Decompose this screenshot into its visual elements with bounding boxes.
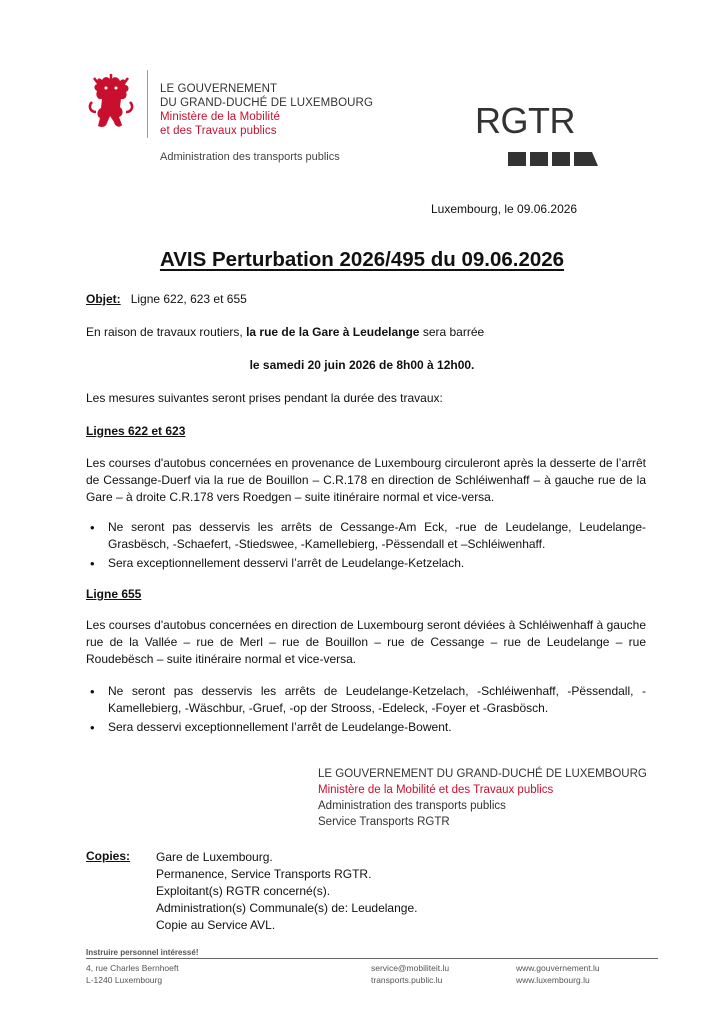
section-heading-622-623 xyxy=(86,423,646,440)
section1-heading-text: Lignes 622 et 623 xyxy=(86,424,186,438)
measures-intro: Les mesures suivantes seront prises pendant la durée des travaux: xyxy=(86,391,443,405)
footer-address-line-1: 4, rue Charles Bernhoeft xyxy=(86,963,179,973)
list-item: • Sera desservi exceptionnellement l’arrêt de Leudelange-Bowent. xyxy=(86,719,646,736)
objet-line xyxy=(86,291,646,308)
objet-text: Ligne 622, 623 et 655 xyxy=(130,292,247,306)
section2-bullets xyxy=(86,683,646,738)
list-item: Exploitant(s) RGTR concerné(s). xyxy=(156,884,331,898)
list-item: • Ne seront pas desservis les arrêts de Cessange-Am Eck, -rue de Leudelange, Leudelange-Grasbësch, -Schaefert, -Stiedswee, -Kamellebierg, -Pëssendall et –Schléiwenhaff. xyxy=(86,519,646,553)
intro-paragraph xyxy=(86,324,646,341)
red-lion-icon xyxy=(88,72,134,134)
signature-line-4: Service Transports RGTR xyxy=(318,816,450,828)
closure-date: le samedi 20 juin 2026 de 8h00 à 12h00. xyxy=(249,358,475,372)
footer-site-link-1[interactable]: www.gouvernement.lu xyxy=(516,963,600,973)
intro-after: sera barrée xyxy=(419,325,485,339)
ministry-line-2: et des Travaux publics xyxy=(160,125,277,137)
intro-bold: la rue de la Gare à Leudelange xyxy=(246,325,420,339)
signature-block xyxy=(318,766,647,830)
section1-bullets xyxy=(86,519,646,574)
list-item: Permanence, Service Transports RGTR. xyxy=(156,867,372,881)
footer-site-link-2[interactable]: www.luxembourg.lu xyxy=(516,975,590,985)
footer-divider xyxy=(86,958,658,959)
rgtr-bars-icon xyxy=(508,148,598,170)
section2-paragraph: Les courses d'autobus concernées en direction de Luxembourg seront déviées à Schléiwenhaff à gauche rue de la Vallée – rue de Merl – rue de Bouillon – rue de Cessange – rue de Leudelange – rue Roudebësch – suite itinéraire normal et vice-versa. xyxy=(86,618,646,666)
administration-line: Administration des transports publics xyxy=(160,151,340,163)
list-item: • Ne seront pas desservis les arrêts de Leudelange-Ketzelach, -Schléiwenhaff, -Pëssendall, -Kamellebierg, -Wäschbur, -Gruef, -op der Strooss, -Edeleck, -Foyer et -Grasbösch. xyxy=(86,683,646,717)
gov-line-2: DU GRAND-DUCHÉ DE LUXEMBOURG xyxy=(160,97,374,109)
footer-address-line-2: L-1240 Luxembourg xyxy=(86,975,163,985)
footer-note: Instruire personnel intéressé! xyxy=(86,948,199,957)
footer-address xyxy=(86,962,179,986)
ministry-line-1: Ministère de la Mobilité xyxy=(160,111,281,123)
gov-line-1: LE GOUVERNEMENT xyxy=(160,83,278,95)
list-item: • Sera exceptionnellement desservi l’arrêt de Leudelange-Ketzelach. xyxy=(86,555,646,572)
footer-web-link[interactable]: transports.public.lu xyxy=(371,975,443,985)
footer-email-link[interactable]: service@mobiliteit.lu xyxy=(371,963,450,973)
copies-label: Copies: xyxy=(86,849,131,863)
signature-line-1: LE GOUVERNEMENT DU GRAND-DUCHÉ DE LUXEMBOURG xyxy=(318,768,647,780)
list-item: Copie au Service AVL. xyxy=(156,918,276,932)
section-heading-655 xyxy=(86,586,646,603)
government-header xyxy=(160,82,373,138)
copies-list xyxy=(156,849,417,934)
page-title xyxy=(0,248,724,272)
header-divider xyxy=(147,70,148,138)
list-item: Administration(s) Communale(s) de: Leudelange. xyxy=(156,901,418,915)
footer-sites xyxy=(516,962,600,986)
intro-before: En raison de travaux routiers, xyxy=(86,325,247,339)
rgtr-logo-text: RGTR xyxy=(475,100,575,141)
date-line: Luxembourg, le 09.06.2026 xyxy=(431,202,578,216)
signature-line-3: Administration des transports publics xyxy=(318,800,506,812)
section1-paragraph: Les courses d'autobus concernées en provenance de Luxembourg circuleront après la desserte de l’arrêt de Cessange-Duerf via la rue de Bouillon – C.R.178 en direction de Schléiwenhaff – à gauche rue de la Gare – à droite C.R.178 vers Roedgen – suite itinéraire normal et vice-versa. xyxy=(86,456,646,504)
signature-line-2: Ministère de la Mobilité et des Travaux publics xyxy=(318,784,554,796)
footer-contact xyxy=(371,962,449,986)
section2-heading-text: Ligne 655 xyxy=(86,587,142,601)
list-item: Gare de Luxembourg. xyxy=(156,850,273,864)
title-text: AVIS Perturbation 2026/495 du 09.06.2026 xyxy=(159,248,565,271)
objet-label: Objet: xyxy=(86,292,121,306)
